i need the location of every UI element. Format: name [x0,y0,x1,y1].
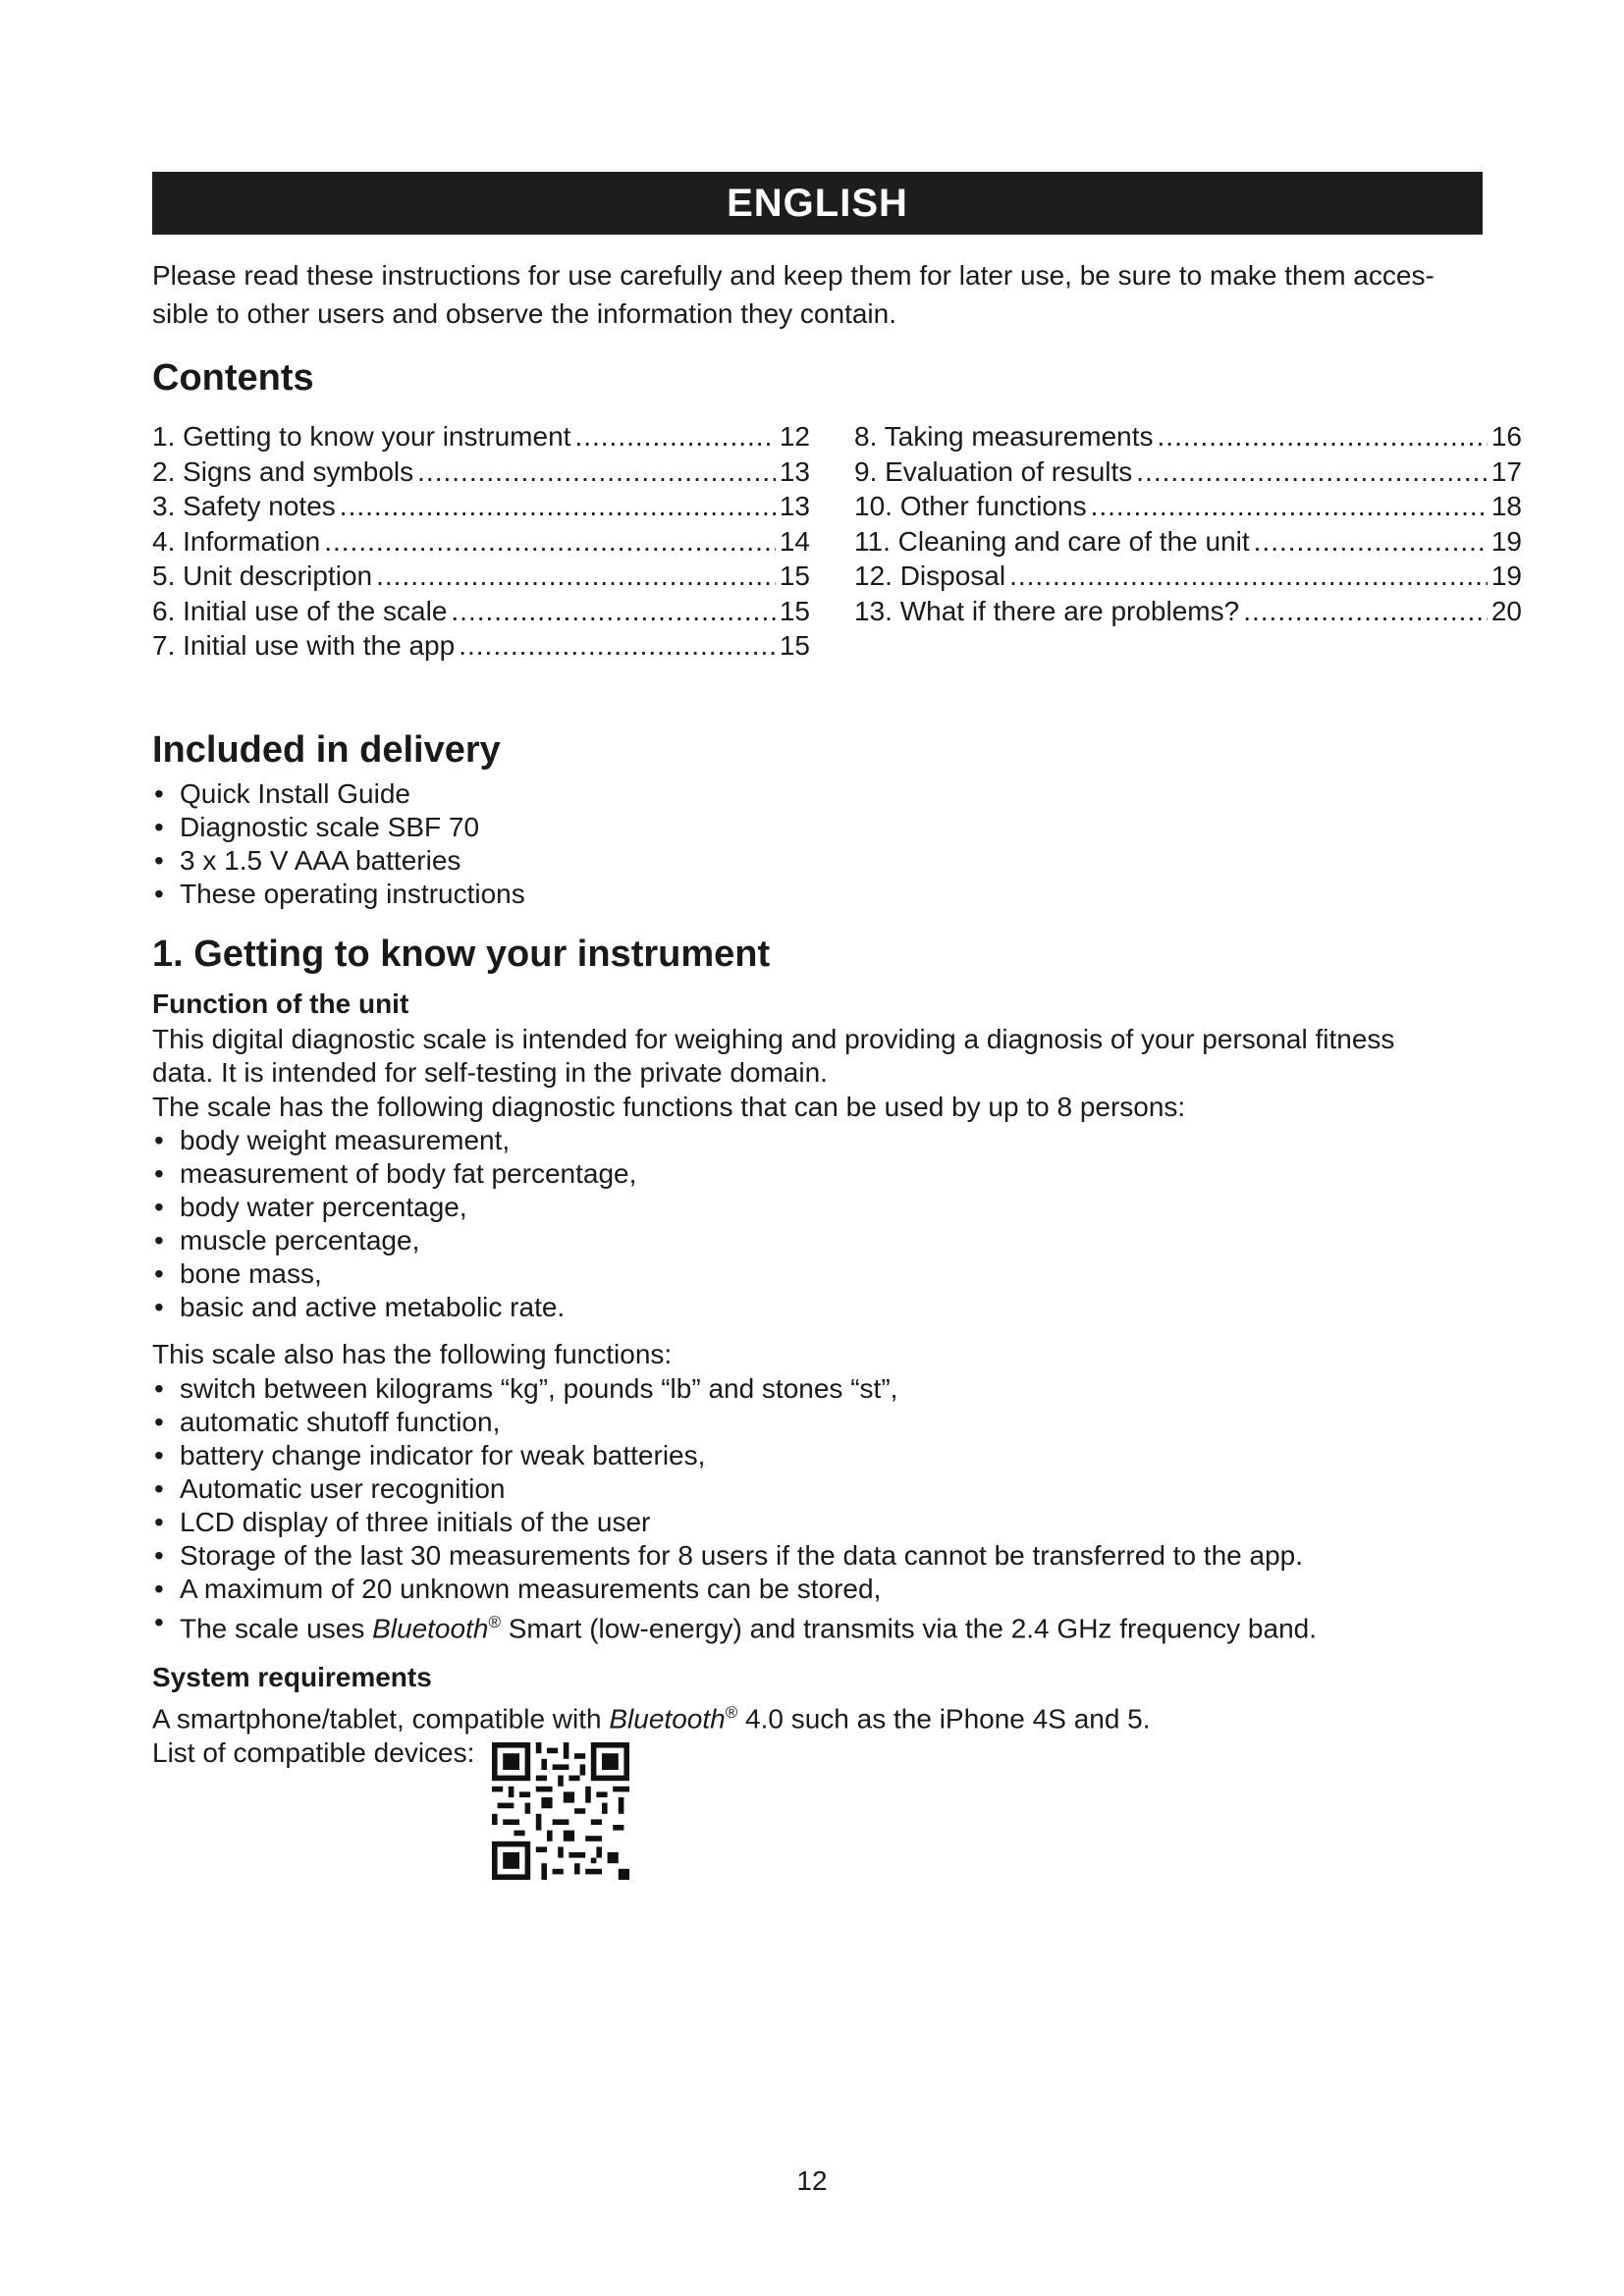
list-item: • Diagnostic scale SBF 70 [152,811,1483,844]
toc-column-right [854,419,1522,664]
toc-leader-dots [1158,419,1488,454]
list-item: • battery change indicator for weak batteries, [152,1439,1483,1472]
toc-entry-label: 4. Information [152,525,321,557]
function-text-2: data. It is intended for self-testing in the private domain. [152,1057,828,1088]
toc-entry-page: 20 [1490,595,1522,626]
list-item: • A maximum of 20 unknown measurements can be stored, [152,1573,1483,1606]
function-text-1: This digital diagnostic scale is intended for weighing and providing a diagnosis of your personal fitness [152,1023,1395,1054]
toc-entry-page: 12 [779,421,810,452]
toc-leader-dots [1243,594,1488,629]
toc-entry[interactable] [152,454,810,490]
toc-entry[interactable] [152,419,810,454]
section-1-heading: 1. Getting to know your instrument [152,933,771,975]
toc-entry[interactable] [854,419,1522,454]
toc-entry[interactable] [152,628,810,664]
toc-entry[interactable] [854,594,1522,629]
toc-leader-dots [574,419,775,454]
list-item: • body weight measurement, [152,1124,1483,1157]
devices-label: List of compatible devices: [152,1736,475,1768]
list-item: • bone mass, [152,1257,1483,1291]
list-item: • measurement of body fat percentage, [152,1157,1483,1191]
other-functions-list [152,1372,1483,1606]
list-item: • automatic shutoff function, [152,1406,1483,1439]
toc-leader-dots [1254,524,1488,560]
toc-leader-dots [417,454,776,490]
page-number: 12 [796,2165,828,2196]
toc-entry[interactable] [152,559,810,594]
toc-column-left [152,419,810,664]
list-item: • 3 x 1.5 V AAA batteries [152,844,1483,878]
toc-entry-page: 15 [779,630,810,661]
toc-entry-page: 18 [1490,491,1522,521]
function-text-3: The scale has the following diagnostic functions that can be used by up to 8 persons: [152,1091,1186,1122]
list-item: • Storage of the last 30 measurements for 8 users if the data cannot be transferred to the app. [152,1539,1483,1573]
intro-text: Please read these instructions for use carefully and keep them for later use, be sure to make them acces-sible to other users and observe the information they contain. [152,260,1435,329]
list-item: • These operating instructions [152,878,1483,911]
toc-entry-page: 17 [1490,455,1522,487]
toc-entry[interactable] [854,454,1522,490]
toc-entry-page: 19 [1490,525,1522,557]
delivery-heading: Included in delivery [152,728,501,771]
toc-entry-label: 8. Taking measurements [854,421,1154,452]
list-item: • body water percentage, [152,1191,1483,1224]
toc-entry-label: 5. Unit description [152,561,373,591]
toc-entry-page: 14 [779,525,810,557]
system-requirements-text: A smartphone/tablet, compatible with Bluetooth® 4.0 such as the iPhone 4S and 5. [152,1702,1151,1735]
toc-entry-page: 13 [779,455,810,487]
toc-entry-page: 19 [1490,561,1522,591]
toc-entry[interactable] [152,594,810,629]
toc-entry-label: 1. Getting to know your instrument [152,421,571,452]
compatible-devices-row [152,1736,1483,1880]
toc-leader-dots [1091,489,1488,524]
toc-entry[interactable] [152,489,810,524]
also-functions-text: This scale also has the following functions: [152,1339,673,1369]
function-heading: Function of the unit [152,988,409,1019]
list-item: • muscle percentage, [152,1224,1483,1257]
toc-leader-dots [1136,454,1488,490]
toc-entry-label: 7. Initial use with the app [152,630,456,661]
toc-entry-page: 13 [779,491,810,521]
toc-entry-label: 12. Disposal [854,561,1006,591]
table-of-contents [152,419,1522,664]
toc-leader-dots [451,594,775,629]
toc-leader-dots [340,489,776,524]
delivery-list [152,777,1483,911]
toc-entry-page: 15 [779,595,810,626]
toc-entry-label: 6. Initial use of the scale [152,595,448,626]
toc-entry[interactable] [854,489,1522,524]
bluetooth-list [152,1606,1483,1645]
toc-entry-page: 16 [1490,421,1522,452]
toc-leader-dots [459,628,776,664]
toc-entry-label: 9. Evaluation of results [854,455,1133,487]
list-item: • LCD display of three initials of the user [152,1506,1483,1539]
list-item: • basic and active metabolic rate. [152,1291,1483,1324]
language-banner: ENGLISH [152,172,1483,235]
toc-leader-dots [1009,559,1488,594]
diagnostic-functions-list [152,1124,1483,1324]
toc-entry-label: 10. Other functions [854,491,1087,521]
toc-entry-label: 13. What if there are problems? [854,595,1240,626]
toc-entry-label: 2. Signs and symbols [152,455,414,487]
list-item: • Automatic user recognition [152,1472,1483,1506]
toc-entry[interactable] [152,524,810,560]
toc-entry-label: 3. Safety notes [152,491,336,521]
list-item: • Quick Install Guide [152,777,1483,811]
toc-entry[interactable] [854,559,1522,594]
toc-leader-dots [324,524,776,560]
system-requirements-heading: System requirements [152,1661,432,1692]
toc-entry-page: 15 [779,561,810,591]
toc-entry[interactable] [854,524,1522,560]
bluetooth-item: • The scale uses Bluetooth® Smart (low-energy) and transmits via the 2.4 GHz frequency band. [152,1606,1483,1645]
manual-page [152,172,1522,1880]
qr-code-icon[interactable] [492,1742,629,1880]
toc-entry-label: 11. Cleaning and care of the unit [854,525,1250,557]
contents-heading: Contents [152,357,314,399]
list-item: • switch between kilograms “kg”, pounds “lb” and stones “st”, [152,1372,1483,1406]
toc-leader-dots [376,559,776,594]
